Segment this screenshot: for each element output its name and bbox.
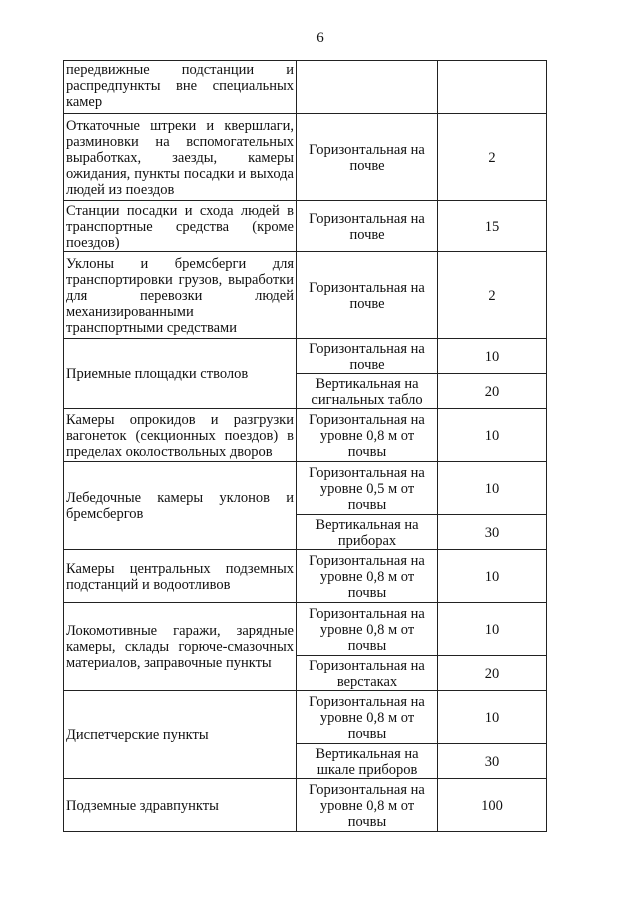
illuminance-value-cell: 30	[438, 744, 547, 779]
place-cell: Подземные здравпункты	[64, 779, 297, 832]
place-cell: Станции посадки и схода людей в транспортные средства (кроме поездов)	[64, 201, 297, 252]
plane-cell	[297, 61, 438, 114]
illuminance-value-cell: 10	[438, 691, 547, 744]
plane-cell: Горизонтальная на уровне 0,5 м от почвы	[297, 462, 438, 515]
table-row	[64, 603, 547, 656]
plane-cell: Горизонтальная на верстаках	[297, 656, 438, 691]
plane-cell: Горизонтальная на уровне 0,8 м от почвы	[297, 550, 438, 603]
table-row	[64, 252, 547, 339]
illuminance-value-cell: 100	[438, 779, 547, 832]
plane-cell: Горизонтальная на уровне 0,8 м от почвы	[297, 409, 438, 462]
plane-cell: Горизонтальная на уровне 0,8 м от почвы	[297, 691, 438, 744]
illuminance-value-cell: 30	[438, 515, 547, 550]
illuminance-value-cell: 10	[438, 462, 547, 515]
place-cell: Откаточные штреки и квершлаги, разминовки на вспомогательных выработках, заезды, камеры ожидания, пункты посадки и выхода людей из поездов	[64, 114, 297, 201]
illuminance-value-cell: 20	[438, 374, 547, 409]
plane-cell: Горизонтальная на почве	[297, 339, 438, 374]
table-row	[64, 339, 547, 374]
place-cell: Лебедочные камеры уклонов и бремсбергов	[64, 462, 297, 550]
table-row	[64, 114, 547, 201]
place-cell: Камеры опрокидов и разгрузки вагонеток (секционных поездов) в пределах околоствольных дворов	[64, 409, 297, 462]
illuminance-value-cell	[438, 61, 547, 114]
illuminance-value-cell: 15	[438, 201, 547, 252]
illuminance-value-cell: 10	[438, 603, 547, 656]
table-body	[64, 61, 547, 832]
illuminance-value-cell: 10	[438, 339, 547, 374]
place-cell: Локомотивные гаражи, зарядные камеры, склады горюче-смазочных материалов, заправочные пункты	[64, 603, 297, 691]
plane-cell: Вертикальная на шкале приборов	[297, 744, 438, 779]
plane-cell: Вертикальная на приборах	[297, 515, 438, 550]
illuminance-value-cell: 10	[438, 550, 547, 603]
table-row	[64, 691, 547, 744]
illuminance-value-cell: 2	[438, 114, 547, 201]
plane-cell: Вертикальная на сигнальных табло	[297, 374, 438, 409]
illuminance-value-cell: 10	[438, 409, 547, 462]
plane-cell: Горизонтальная на почве	[297, 201, 438, 252]
place-cell: передвижные подстанции и распредпункты вне специальных камер	[64, 61, 297, 114]
plane-cell: Горизонтальная на почве	[297, 114, 438, 201]
table-row	[64, 779, 547, 832]
table-row	[64, 550, 547, 603]
table-row	[64, 201, 547, 252]
illuminance-value-cell: 20	[438, 656, 547, 691]
place-cell: Уклоны и бремсберги для транспортировки грузов, выработки для перевозки людей механизированными транспортными средствами	[64, 252, 297, 339]
table-row	[64, 462, 547, 515]
place-cell: Диспетчерские пункты	[64, 691, 297, 779]
table-row	[64, 409, 547, 462]
place-cell: Приемные площадки стволов	[64, 339, 297, 409]
place-cell: Камеры центральных подземных подстанций и водоотливов	[64, 550, 297, 603]
plane-cell: Горизонтальная на уровне 0,8 м от почвы	[297, 779, 438, 832]
illumination-norms-table	[63, 60, 547, 832]
illuminance-value-cell: 2	[438, 252, 547, 339]
plane-cell: Горизонтальная на уровне 0,8 м от почвы	[297, 603, 438, 656]
page-number: 6	[316, 30, 324, 46]
table-row	[64, 61, 547, 114]
plane-cell: Горизонтальная на почве	[297, 252, 438, 339]
